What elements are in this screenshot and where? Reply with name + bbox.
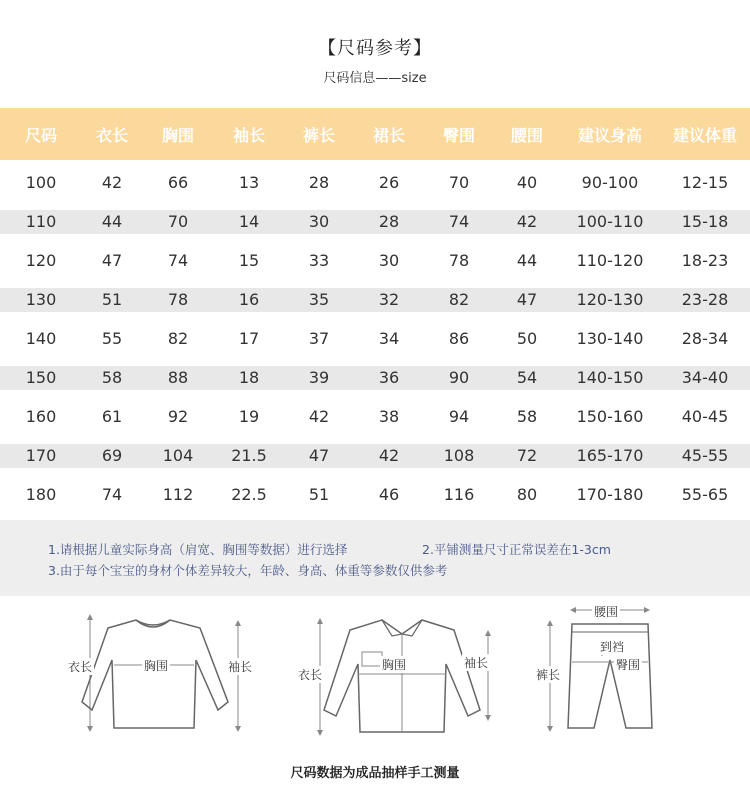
table-row (0, 366, 750, 390)
table-cell: 19 (238, 407, 260, 426)
table-cell: 110 (25, 212, 57, 231)
table-cell: 42 (378, 446, 400, 465)
table-cell: 45-55 (681, 446, 729, 465)
table-cell: 34 (378, 329, 400, 348)
table-row (0, 210, 750, 234)
table-cell: 66 (167, 173, 189, 192)
column-header: 裙长 (372, 125, 405, 145)
table-cell: 16 (238, 290, 260, 309)
table-cell: 150 (25, 368, 57, 387)
table-cell: 120 (25, 251, 57, 270)
table-cell: 15 (238, 251, 260, 270)
table-cell: 82 (448, 290, 470, 309)
table-cell: 78 (167, 290, 189, 309)
table-cell: 47 (308, 446, 330, 465)
table-cell: 61 (101, 407, 123, 426)
table-cell: 23-28 (681, 290, 729, 309)
table-cell: 50 (516, 329, 538, 348)
table-cell: 140 (25, 329, 57, 348)
table-cell: 180 (25, 485, 57, 504)
table-cell: 54 (516, 368, 538, 387)
table-cell: 120-130 (576, 290, 644, 309)
table-cell: 116 (443, 485, 475, 504)
table-cell: 51 (101, 290, 123, 309)
table-cell: 46 (378, 485, 400, 504)
table-cell: 94 (448, 407, 470, 426)
table-cell: 40-45 (681, 407, 729, 426)
crotch-label: 到裆 (600, 640, 625, 654)
table-cell: 170-180 (576, 485, 644, 504)
table-cell: 55-65 (681, 485, 729, 504)
table-row (0, 241, 750, 280)
page-title: 【尺码参考】 (318, 38, 432, 59)
table-cell: 14 (238, 212, 260, 231)
waist-label: 腰围 (594, 605, 619, 619)
table-cell: 17 (238, 329, 260, 348)
table-cell: 92 (167, 407, 189, 426)
column-header: 袖长 (232, 125, 265, 145)
table-cell: 74 (448, 212, 470, 231)
table-cell: 26 (378, 173, 400, 192)
table-cell: 34-40 (681, 368, 729, 387)
sleeve-label: 袖长 (464, 656, 489, 670)
column-header: 建议体重 (672, 125, 737, 145)
table-cell: 47 (516, 290, 538, 309)
size-table-body (0, 163, 750, 514)
table-cell: 37 (308, 329, 330, 348)
table-cell: 130 (25, 290, 57, 309)
table-cell: 44 (516, 251, 538, 270)
column-header: 裤长 (302, 125, 335, 145)
table-cell: 86 (448, 329, 470, 348)
table-cell: 30 (308, 212, 330, 231)
table-cell: 44 (101, 212, 123, 231)
table-cell: 21.5 (231, 446, 267, 465)
table-cell: 13 (238, 173, 260, 192)
hip-label: 臀围 (616, 658, 641, 672)
table-row (0, 288, 750, 312)
table-cell: 130-140 (576, 329, 644, 348)
note-text: 1.请根据儿童实际身高（肩宽、胸围等数据）进行选择 (48, 542, 348, 557)
table-cell: 42 (516, 212, 538, 231)
table-cell: 100 (25, 173, 57, 192)
table-cell: 40 (516, 173, 538, 192)
table-cell: 36 (378, 368, 400, 387)
shirt-diagram (302, 612, 502, 737)
table-cell: 140-150 (576, 368, 644, 387)
table-cell: 42 (308, 407, 330, 426)
table-cell: 90-100 (581, 173, 639, 192)
table-cell: 108 (443, 446, 475, 465)
table-row (0, 397, 750, 436)
table-cell: 74 (167, 251, 189, 270)
table-row (0, 475, 750, 514)
chest-label: 胸围 (382, 658, 407, 672)
table-row (0, 319, 750, 358)
note-text: 2.平铺测量尺寸正常误差在1-3cm (422, 542, 611, 557)
table-cell: 100-110 (576, 212, 644, 231)
table-cell: 35 (308, 290, 330, 309)
table-cell: 30 (378, 251, 400, 270)
column-header: 臀围 (442, 125, 475, 145)
table-cell: 165-170 (576, 446, 644, 465)
column-header: 建议身高 (577, 125, 642, 145)
table-cell: 70 (448, 173, 470, 192)
table-cell: 28-34 (681, 329, 729, 348)
table-cell: 90 (448, 368, 470, 387)
table-row (0, 163, 750, 202)
table-cell: 80 (516, 485, 538, 504)
table-cell: 18-23 (681, 251, 729, 270)
table-cell: 72 (516, 446, 538, 465)
pants-length-label: 裤长 (536, 668, 561, 682)
table-cell: 12-15 (681, 173, 729, 192)
column-header: 衣长 (95, 125, 128, 145)
column-header: 胸围 (161, 125, 194, 145)
table-cell: 22.5 (231, 485, 267, 504)
page-subtitle: 尺码信息——size (323, 71, 427, 86)
table-cell: 47 (101, 251, 123, 270)
column-header: 腰围 (510, 125, 543, 145)
table-cell: 18 (238, 368, 260, 387)
table-cell: 82 (167, 329, 189, 348)
table-cell: 170 (25, 446, 57, 465)
table-cell: 58 (101, 368, 123, 387)
length-label: 衣长 (298, 668, 323, 682)
table-cell: 150-160 (576, 407, 644, 426)
measurement-diagrams (0, 600, 750, 750)
table-cell: 42 (101, 173, 123, 192)
table-cell: 160 (25, 407, 57, 426)
table-row (0, 444, 750, 468)
table-cell: 51 (308, 485, 330, 504)
length-label: 衣长 (68, 660, 93, 674)
table-cell: 15-18 (681, 212, 729, 231)
table-cell: 28 (378, 212, 400, 231)
table-cell: 88 (167, 368, 189, 387)
table-cell: 70 (167, 212, 189, 231)
table-cell: 78 (448, 251, 470, 270)
table-cell: 28 (308, 173, 330, 192)
table-cell: 104 (162, 446, 194, 465)
table-cell: 58 (516, 407, 538, 426)
table-header (0, 108, 750, 160)
sleeve-label: 袖长 (228, 660, 253, 674)
chest-label: 胸围 (144, 659, 169, 673)
note-text: 3.由于每个宝宝的身材个体差异较大，年龄、身高、体重等参数仅供参考 (48, 563, 448, 578)
footer-note: 尺码数据为成品抽样手工测量 (290, 766, 460, 781)
table-cell: 74 (101, 485, 123, 504)
table-cell: 55 (101, 329, 123, 348)
table-cell: 33 (308, 251, 330, 270)
table-cell: 32 (378, 290, 400, 309)
table-cell: 39 (308, 368, 330, 387)
table-cell: 110-120 (576, 251, 644, 270)
table-cell: 69 (101, 446, 123, 465)
notes-panel (0, 520, 750, 596)
table-cell: 112 (162, 485, 194, 504)
column-header: 尺码 (24, 125, 57, 145)
table-cell: 38 (378, 407, 400, 426)
